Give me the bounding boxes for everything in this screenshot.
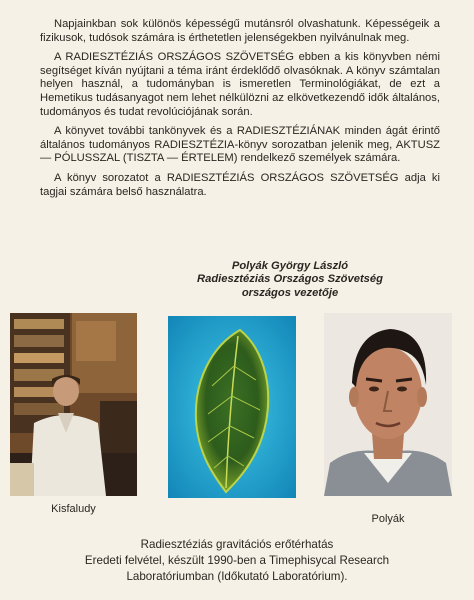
caption-polyak: Polyák	[371, 513, 405, 525]
figure-caption-line-2: Eredeti felvétel, készült 1990-ben a Timephisycal Research	[84, 553, 390, 567]
body-text	[40, 18, 440, 205]
signature-block	[190, 260, 390, 300]
figure-caption-line-3: Laboratóriumban (Időkutató Laboratórium).	[126, 569, 348, 583]
signature-name: Polyák György László	[231, 260, 349, 272]
photo-polyak-image	[324, 313, 452, 496]
caption-kisfaludy: Kisfaludy	[51, 503, 96, 515]
paragraph-1: Napjainkban sok különös képességű mutánsról olvashatunk. Képességeik a fizikusok, tudósok számára is érthetetlen jelenségekben nyilvánulnak meg.	[40, 18, 440, 44]
paragraph-2: A RADIESZTÉZIÁS ORSZÁGOS SZÖVETSÉG ebben a kis könyvben némi segítséget kíván nyújtani a téma iránt érdeklődő olvasóknak. A könyv számtalan helyen használ, a tudományban is ismeretlen Terminológiákat, de ezt a Hemetikus tudásanyagot nem lehet nélkülözni az elkövetkezendő idők általános, tudományos és tudat revolúciójának során.	[40, 51, 440, 118]
figure-caption	[40, 537, 434, 584]
signature-role: országos vezetője	[241, 286, 339, 299]
figure-caption-line-1: Radiesztéziás gravitációs erőtérhatás	[140, 538, 334, 551]
paragraph-3: A könyvet további tankönyvek és a RADIESZTÉZIÁNAK minden ágát érintő általános tudományos RADIESZTÉZIA-könyv sorozatban jelenik meg, AKTUSZ — PÓLUSSZAL (TISZTA — ÉRTELEM) rendelkező személyek számára.	[40, 125, 440, 165]
paragraph-4: A könyv sorozatot a RADIESZTÉZIÁS ORSZÁGOS SZÖVETSÉG adja ki tagjai számára belső használatra.	[40, 171, 440, 198]
photo-kisfaludy	[10, 313, 137, 496]
photo-gravitational-field	[168, 316, 296, 498]
signature-org: Radiesztéziás Országos Szövetség	[197, 273, 383, 286]
photo-polyak	[324, 313, 452, 496]
leaf-field-image	[168, 316, 296, 498]
photo-kisfaludy-image	[10, 313, 137, 496]
